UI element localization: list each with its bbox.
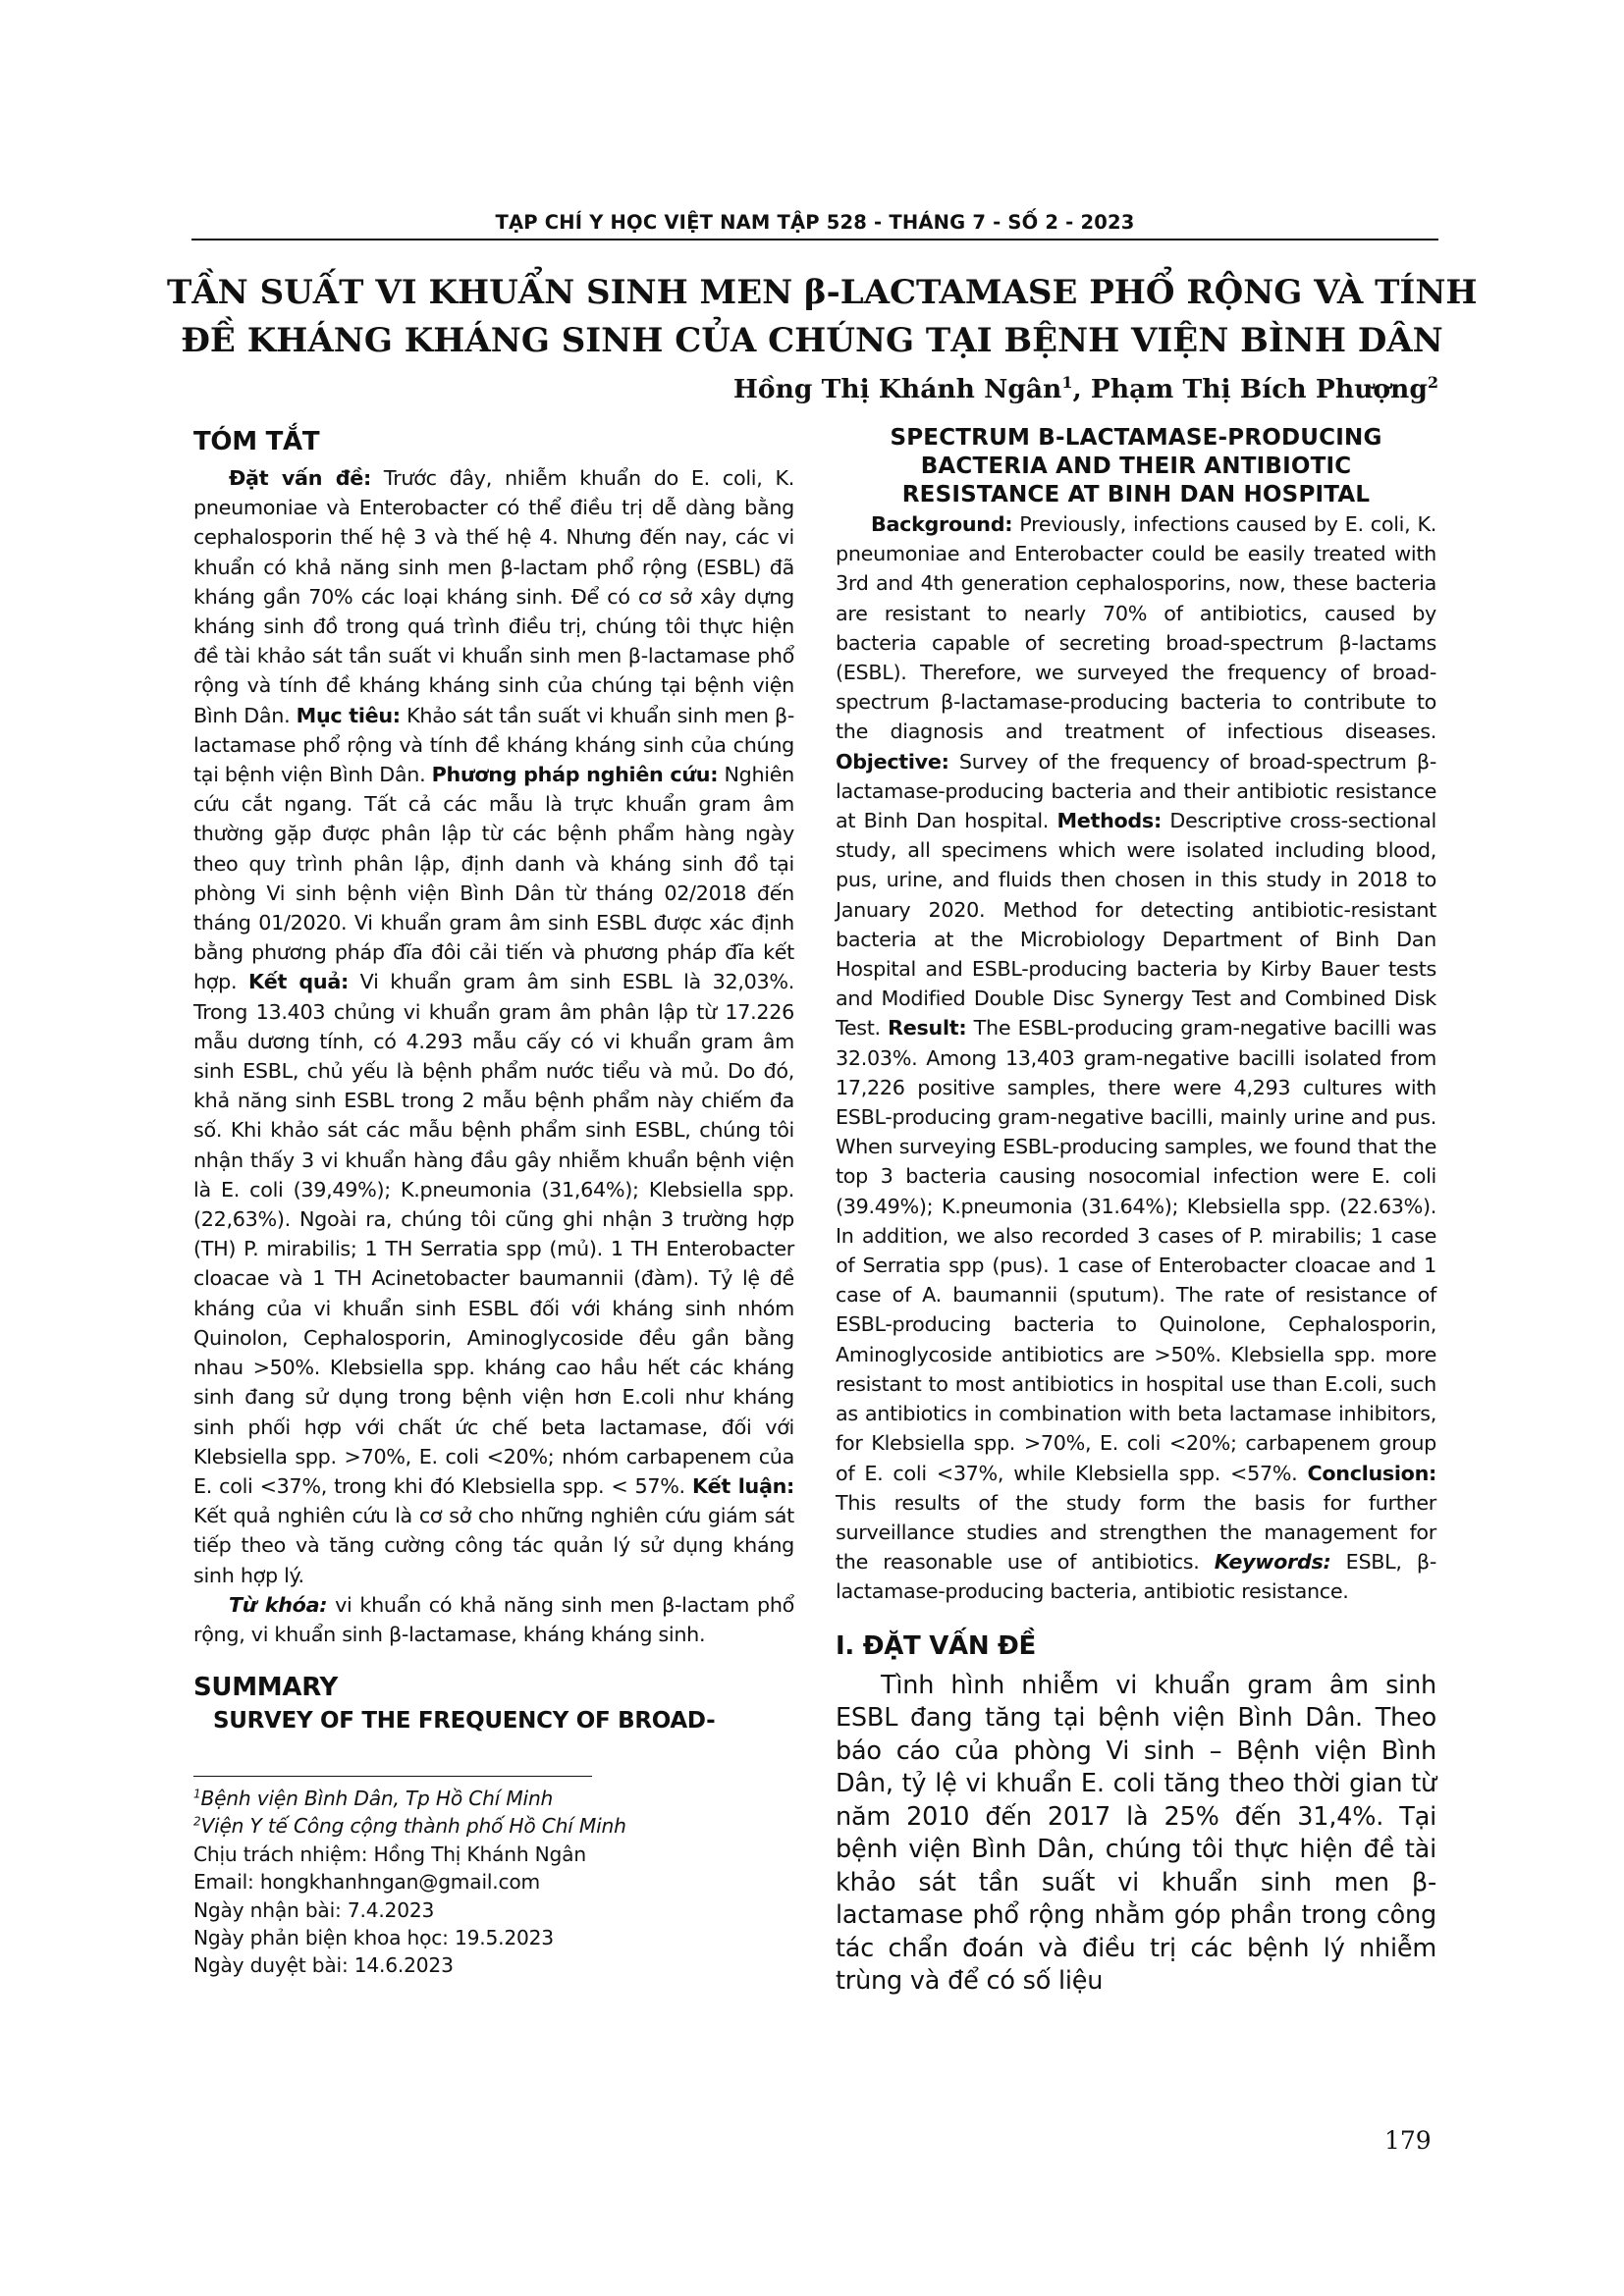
summary-methods-text: Descriptive cross-sectional study, all specimens which were isolated including blood, pus, urine, and fluids then chosen in this study in 2018 to January 2020. Method for detecting antibiotic-resistant bacteria at the Microbiology Department of Binh Dan Hospital and ESBL-producing bacteria by Kirby Bauer tests and Modified Double Disc Synergy Test and Combined Disk Test. [836, 809, 1437, 1041]
affiliation-2-mark: 2 [193, 1814, 201, 1829]
summary-body [836, 509, 1436, 1607]
footnote-rule [193, 1776, 592, 1777]
abstract-vi-results-text: Vi khuẩn gram âm sinh ESBL là 32,03%. Trong 13.403 chủng vi khuẩn gram âm phân lập từ 17.226 mẫu dương tính, có 4.293 mẫu cấy có vi khuẩn gram âm sinh ESBL, chủ yếu là bệnh phẩm nước tiểu và mủ. Do đó, khả năng sinh ESBL trong 2 mẫu bệnh phẩm này chiếm đa số. Khi khảo sát các mẫu bệnh phẩm sinh ESBL, chúng tôi nhận thấy 3 vi khuẩn hàng đầu gây nhiễm khuẩn bệnh viện là E. coli (39,49%); K.pneumonia (31,64%); Klebsiella spp. (22,63%). Ngoài ra, chúng tôi cũng ghi nhận 3 trường hợp (TH) P. mirabilis; 1 TH Serratia spp (mủ). 1 TH Enterobacter cloacae và 1 TH Acinetobacter baumannii (đàm). Tỷ lệ đề kháng của vi khuẩn sinh ESBL đối với kháng sinh nhóm Quinolon, Cephalosporin, Aminoglycoside đều gần bằng nhau >50%. Klebsiella spp. kháng cao hầu hết các kháng sinh đang sử dụng trong bệnh viện hơn E.coli như kháng sinh phối hợp với chất ức chế beta lactamase, đối với Klebsiella spp. >70%, E. coli <20%; nhóm carbapenem của E. coli <37%, trong khi đó Klebsiella spp. < 57%. [193, 970, 794, 1498]
abstract-vi-objective-text: Khảo sát tần suất vi khuẩn sinh men β-lactamase phổ rộng và tính đề kháng kháng sinh của chúng tại bệnh viện Bình Dân. [193, 703, 794, 787]
summary-objective-text: Survey of the frequency of broad-spectrum β-lactamase-producing bacteria and their antibiotic resistance at Binh Dan hospital. [836, 749, 1436, 833]
summary-background-label: Background: [871, 512, 1013, 536]
abstract-vi-body [193, 463, 794, 1590]
section-1-paragraph: Tình hình nhiễm vi khuẩn gram âm sinh ESBL đang tăng tại bệnh viện Bình Dân. Theo báo cáo của phòng Vi sinh – Bệnh viện Bình Dân, tỷ lệ vi khuẩn E. coli tăng theo thời gian từ năm 2010 đến 2017 là 25% đến 31,4%. Tại bệnh viện Bình Dân, chúng tôi thực hiện đề tài khảo sát tần suất vi khuẩn sinh men β-lactamase phổ rộng nhằm góp phần trong công tác chẩn đoán và điều trị các bệnh lý nhiễm trùng và để có số liệu [836, 1670, 1436, 1997]
section-1-heading: I. ĐẶT VẤN ĐỀ [836, 1630, 1036, 1661]
abstract-vi-keywords [193, 1590, 794, 1649]
journal-header: TẠP CHÍ Y HỌC VIỆT NAM TẬP 528 - THÁNG 7 - SỐ 2 - 2023 [495, 211, 1135, 234]
abstract-vi-results-label: Kết quả: [248, 970, 349, 994]
summary-title-start: SURVEY OF THE FREQUENCY OF BROAD- [213, 1708, 716, 1735]
footnotes [193, 1785, 794, 1980]
summary-conclusion-text: This results of the study form the basis for further surveillance studies and strengthen the management for the reasonable use of antibiotics. [836, 1490, 1436, 1575]
abstract-vi-methods-label: Phương pháp nghiên cứu: [431, 763, 719, 787]
abstract-vi-conclusion-label: Kết luận: [691, 1473, 795, 1498]
summary-title-continued: SPECTRUM Β-LACTAMASE-PRODUCING BACTERIA AND THEIR ANTIBIOTIC RESISTANCE AT BINH DAN HOSPITAL [890, 425, 1382, 507]
summary-keywords-text: ESBL, β-lactamase-producing bacteria, antibiotic resistance. [836, 1550, 1436, 1604]
summary-results-text: The ESBL-producing gram-negative bacilli was 32.03%. Among 13,403 gram-negative bacilli isolated from 17,226 positive samples, there were 4,293 cultures with ESBL-producing gram-negative bacilli, mainly urine and pus. When surveying ESBL-producing samples, we found that the top 3 bacteria causing nosocomial infection were E. coli (39.49%); K.pneumonia (31.64%); Klebsiella spp. (22.63%). In addition, we also recorded 3 cases of P. mirabilis; 1 case of Serratia spp (pus). 1 case of Enterobacter cloacae and 1 case of A. baumannii (sputum). The rate of resistance of ESBL-producing bacteria to Quinolone, Cephalosporin, Aminoglycoside antibiotics are >50%. Klebsiella spp. more resistant to most antibiotics in hospital use than E.coli, such as antibiotics in combination with beta lactamase inhibitors, for Klebsiella spp. >70%, E. coli <20%; carbapenem group of E. coli <37%, while Klebsiella spp. <57%. [836, 1016, 1436, 1485]
abstract-vi-conclusion-text: Kết quả nghiên cứu là cơ sở cho những nghiên cứu giám sát tiếp theo và tăng cường công tác quản lý sử dụng kháng sinh hợp lý. [193, 1504, 794, 1587]
left-column [193, 424, 794, 1737]
abstract-vi-background-label: Đặt vấn đề: [229, 466, 371, 490]
article-title-line-1: TẦN SUẤT VI KHUẨN SINH MEN β-LACTAMASE PHỔ RỘNG VÀ TÍNH [167, 273, 1478, 312]
summary-heading: SUMMARY [193, 1673, 339, 1703]
right-column [836, 424, 1436, 1999]
responsible-author: Chịu trách nhiệm: Hồng Thị Khánh Ngân [193, 1842, 586, 1866]
author-separator: , [1072, 374, 1091, 404]
review-date: Ngày phản biện khoa học: 19.5.2023 [193, 1926, 554, 1950]
affiliation-1: $^1$Bệnh viện Bình Dân, Tp Hồ Chí Minh [193, 1787, 554, 1810]
article-title-line-2: ĐỀ KHÁNG KHÁNG SINH CỦA CHÚNG TẠI BỆNH VIỆN BÌNH DÂN [181, 321, 1443, 360]
abstract-vi-objective-label: Mục tiêu: [296, 703, 401, 727]
summary-methods-label: Methods: [1056, 809, 1162, 833]
header-rule [191, 239, 1438, 240]
received-date: Ngày nhận bài: 7.4.2023 [193, 1897, 435, 1922]
abstract-vi-background-text: Trước đây, nhiễm khuẩn do E. coli, K. pneumoniae và Enterobacter có thể điều trị dễ dàng bằng cephalosporin thế hệ 3 và thế hệ 4. Nhưng đến nay, các vi khuẩn có khả năng sinh men β-lactam phổ rộng (ESBL) đã kháng gần 70% các loại kháng sinh. Để có cơ sở xây dựng kháng sinh đồ trong quá trình điều trị, chúng tôi thực hiện đề tài khảo sát tần suất vi khuẩn sinh men β-lactamase phổ rộng và tính đề kháng kháng sinh của chúng tại bệnh viện Bình Dân. [193, 466, 794, 727]
abstract-vi-methods-text: Nghiên cứu cắt ngang. Tất cả các mẫu là trực khuẩn gram âm thường gặp được phân lập từ các bệnh phẩm hàng ngày theo quy trình phân lập, định danh và kháng sinh đồ tại phòng Vi sinh bệnh viện Bình Dân từ tháng 02/2018 đến tháng 01/2020. Vi khuẩn gram âm sinh ESBL được xác định bằng phương pháp đĩa đôi cải tiến và phương pháp đĩa kết hợp. [193, 763, 794, 994]
affiliation-1-mark: 1 [193, 1787, 201, 1801]
abstract-vi-heading: TÓM TẮT [193, 427, 320, 456]
author-2-affiliation: 2 [1427, 373, 1438, 393]
summary-results-label: Result: [888, 1016, 967, 1041]
accepted-date: Ngày duyệt bài: 14.6.2023 [193, 1953, 454, 1978]
author-1-affiliation: 1 [1061, 373, 1073, 393]
summary-background-text: Previously, infections caused by E. coli, K. pneumoniae and Enterobacter could be easily treated with 3rd and 4th generation cephalosporins, now, these bacteria are resistant to nearly 70% of antibiotics, caused by bacteria capable of secreting broad-spectrum β-lactams (ESBL). Therefore, we surveyed the frequency of broad-spectrum β-lactamase-producing bacteria to contribute to the diagnosis and treatment of infectious diseases. [836, 512, 1436, 744]
summary-keywords-label: Keywords: [1214, 1550, 1331, 1575]
author-2: Phạm Thị Bích Phượng [1090, 374, 1428, 404]
summary-objective-label: Objective: [836, 749, 949, 774]
affiliation-2: $^2$Viện Y tế Công cộng thành phố Hồ Chí Minh [193, 1814, 626, 1839]
authors [733, 374, 1438, 404]
summary-conclusion-label: Conclusion: [1307, 1461, 1436, 1485]
page-number: 179 [1384, 2126, 1432, 2155]
abstract-vi-keywords-label: Từ khóa: [229, 1592, 328, 1617]
contact-email: Email: hongkhanhngan@gmail.com [193, 1870, 540, 1895]
article-title [167, 269, 1478, 365]
author-1: Hồng Thị Khánh Ngân [732, 374, 1062, 404]
abstract-vi-keywords-text: vi khuẩn có khả năng sinh men β-lactam phổ rộng, vi khuẩn sinh β-lactamase, kháng kháng sinh. [193, 1592, 794, 1646]
